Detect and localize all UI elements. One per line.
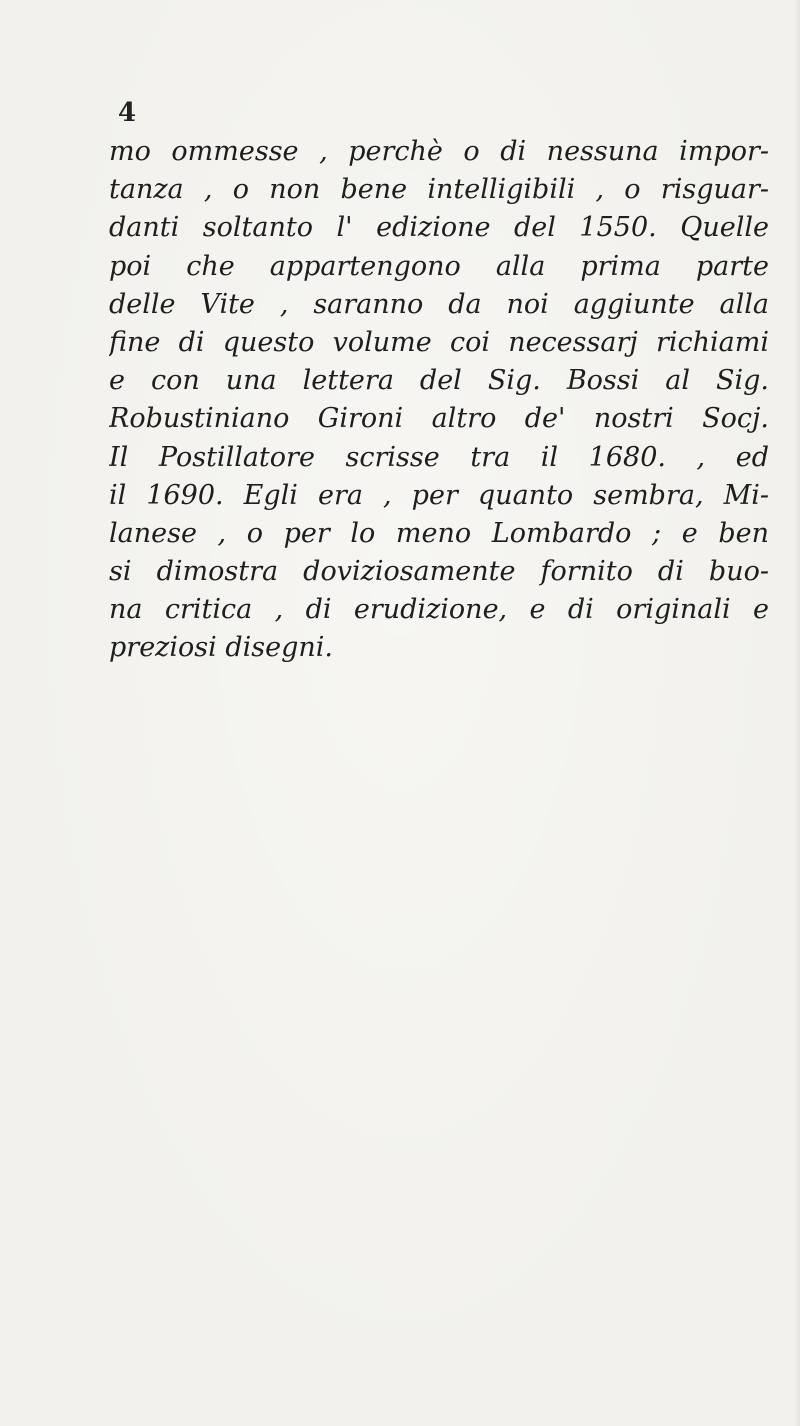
text-line: na critica , di erudizione, e di originali e <box>109 594 769 626</box>
text-line: tanza , o non bene intelligibili , o risguar- <box>109 174 769 206</box>
text-line: lanese , o per lo meno Lombardo ; e ben <box>109 517 769 549</box>
body-text <box>109 133 769 668</box>
page-number: 4 <box>118 98 137 128</box>
text-line: e con una lettera del Sig. Bossi al Sig. <box>109 365 769 397</box>
page-edge-shadow <box>794 0 800 1426</box>
text-line: mo ommesse , perchè o di nessuna impor- <box>109 136 769 167</box>
text-line: poi che appartengono alla prima parte <box>109 250 769 282</box>
text-line: delle Vite , saranno da noi aggiunte alla <box>109 288 769 320</box>
text-line: preziosi disegni. <box>109 632 334 664</box>
text-line: danti soltanto l' edizione del 1550. Quelle <box>109 212 769 244</box>
text-line: si dimostra doviziosamente fornito di buo- <box>109 556 769 588</box>
text-line: Il Postillatore scrisse tra il 1680. , ed <box>109 441 769 473</box>
text-line: Robustiniano Gironi altro de' nostri Socj. <box>109 403 769 435</box>
text-line: fine di questo volume coi necessarj richiami <box>109 326 769 358</box>
text-line: il 1690. Egli era , per quanto sembra, Mi- <box>109 479 769 511</box>
